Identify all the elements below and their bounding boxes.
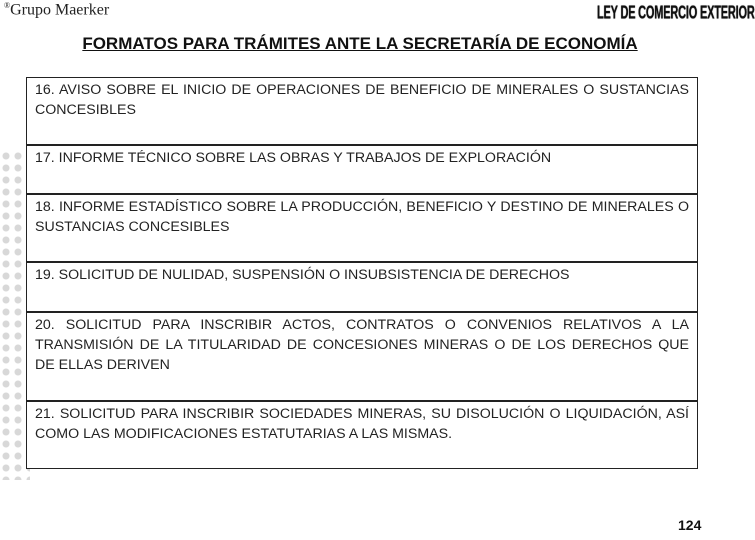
form-item-18: 18. INFORME ESTADÍSTICO SOBRE LA PRODUCCIÓN, BENEFICIO Y DESTINO DE MINERALES O SUSTANCIAS CONCESIBLES	[26, 194, 698, 262]
form-item-21: 21. SOLICITUD PARA INSCRIBIR SOCIEDADES MINERAS, SU DISOLUCIÓN O LIQUIDACIÓN, ASÍ COMO LAS MODIFICACIONES ESTATUTARIAS A LAS MISMAS.	[26, 401, 698, 469]
form-item-20: 20. SOLICITUD PARA INSCRIBIR ACTOS, CONTRATOS O CONVENIOS RELATIVOS A LA TRANSMISIÓN DE LA TITULARIDAD DE CONCESIONES MINERAS O DE LOS DERECHOS QUE DE ELLAS DERIVEN	[26, 312, 698, 401]
registered-mark: ®	[4, 1, 11, 10]
brand-logo	[4, 1, 109, 19]
form-item-17: 17. INFORME TÉCNICO SOBRE LAS OBRAS Y TRABAJOS DE EXPLORACIÓN	[26, 145, 698, 194]
form-item-16: 16. AVISO SOBRE EL INICIO DE OPERACIONES DE BENEFICIO DE MINERALES O SUSTANCIAS CONCESIBLES	[26, 77, 698, 145]
law-title-logo: LEY DE COMERCIO EXTERIOR	[597, 3, 755, 24]
page-number: 124	[678, 517, 702, 533]
page-title: FORMATOS PARA TRÁMITES ANTE LA SECRETARÍA DE ECONOMÍA	[82, 34, 638, 53]
brand-name: Grupo Maerker	[10, 1, 110, 19]
form-item-19: 19. SOLICITUD DE NULIDAD, SUSPENSIÓN O INSUBSISTENCIA DE DERECHOS	[26, 262, 698, 312]
